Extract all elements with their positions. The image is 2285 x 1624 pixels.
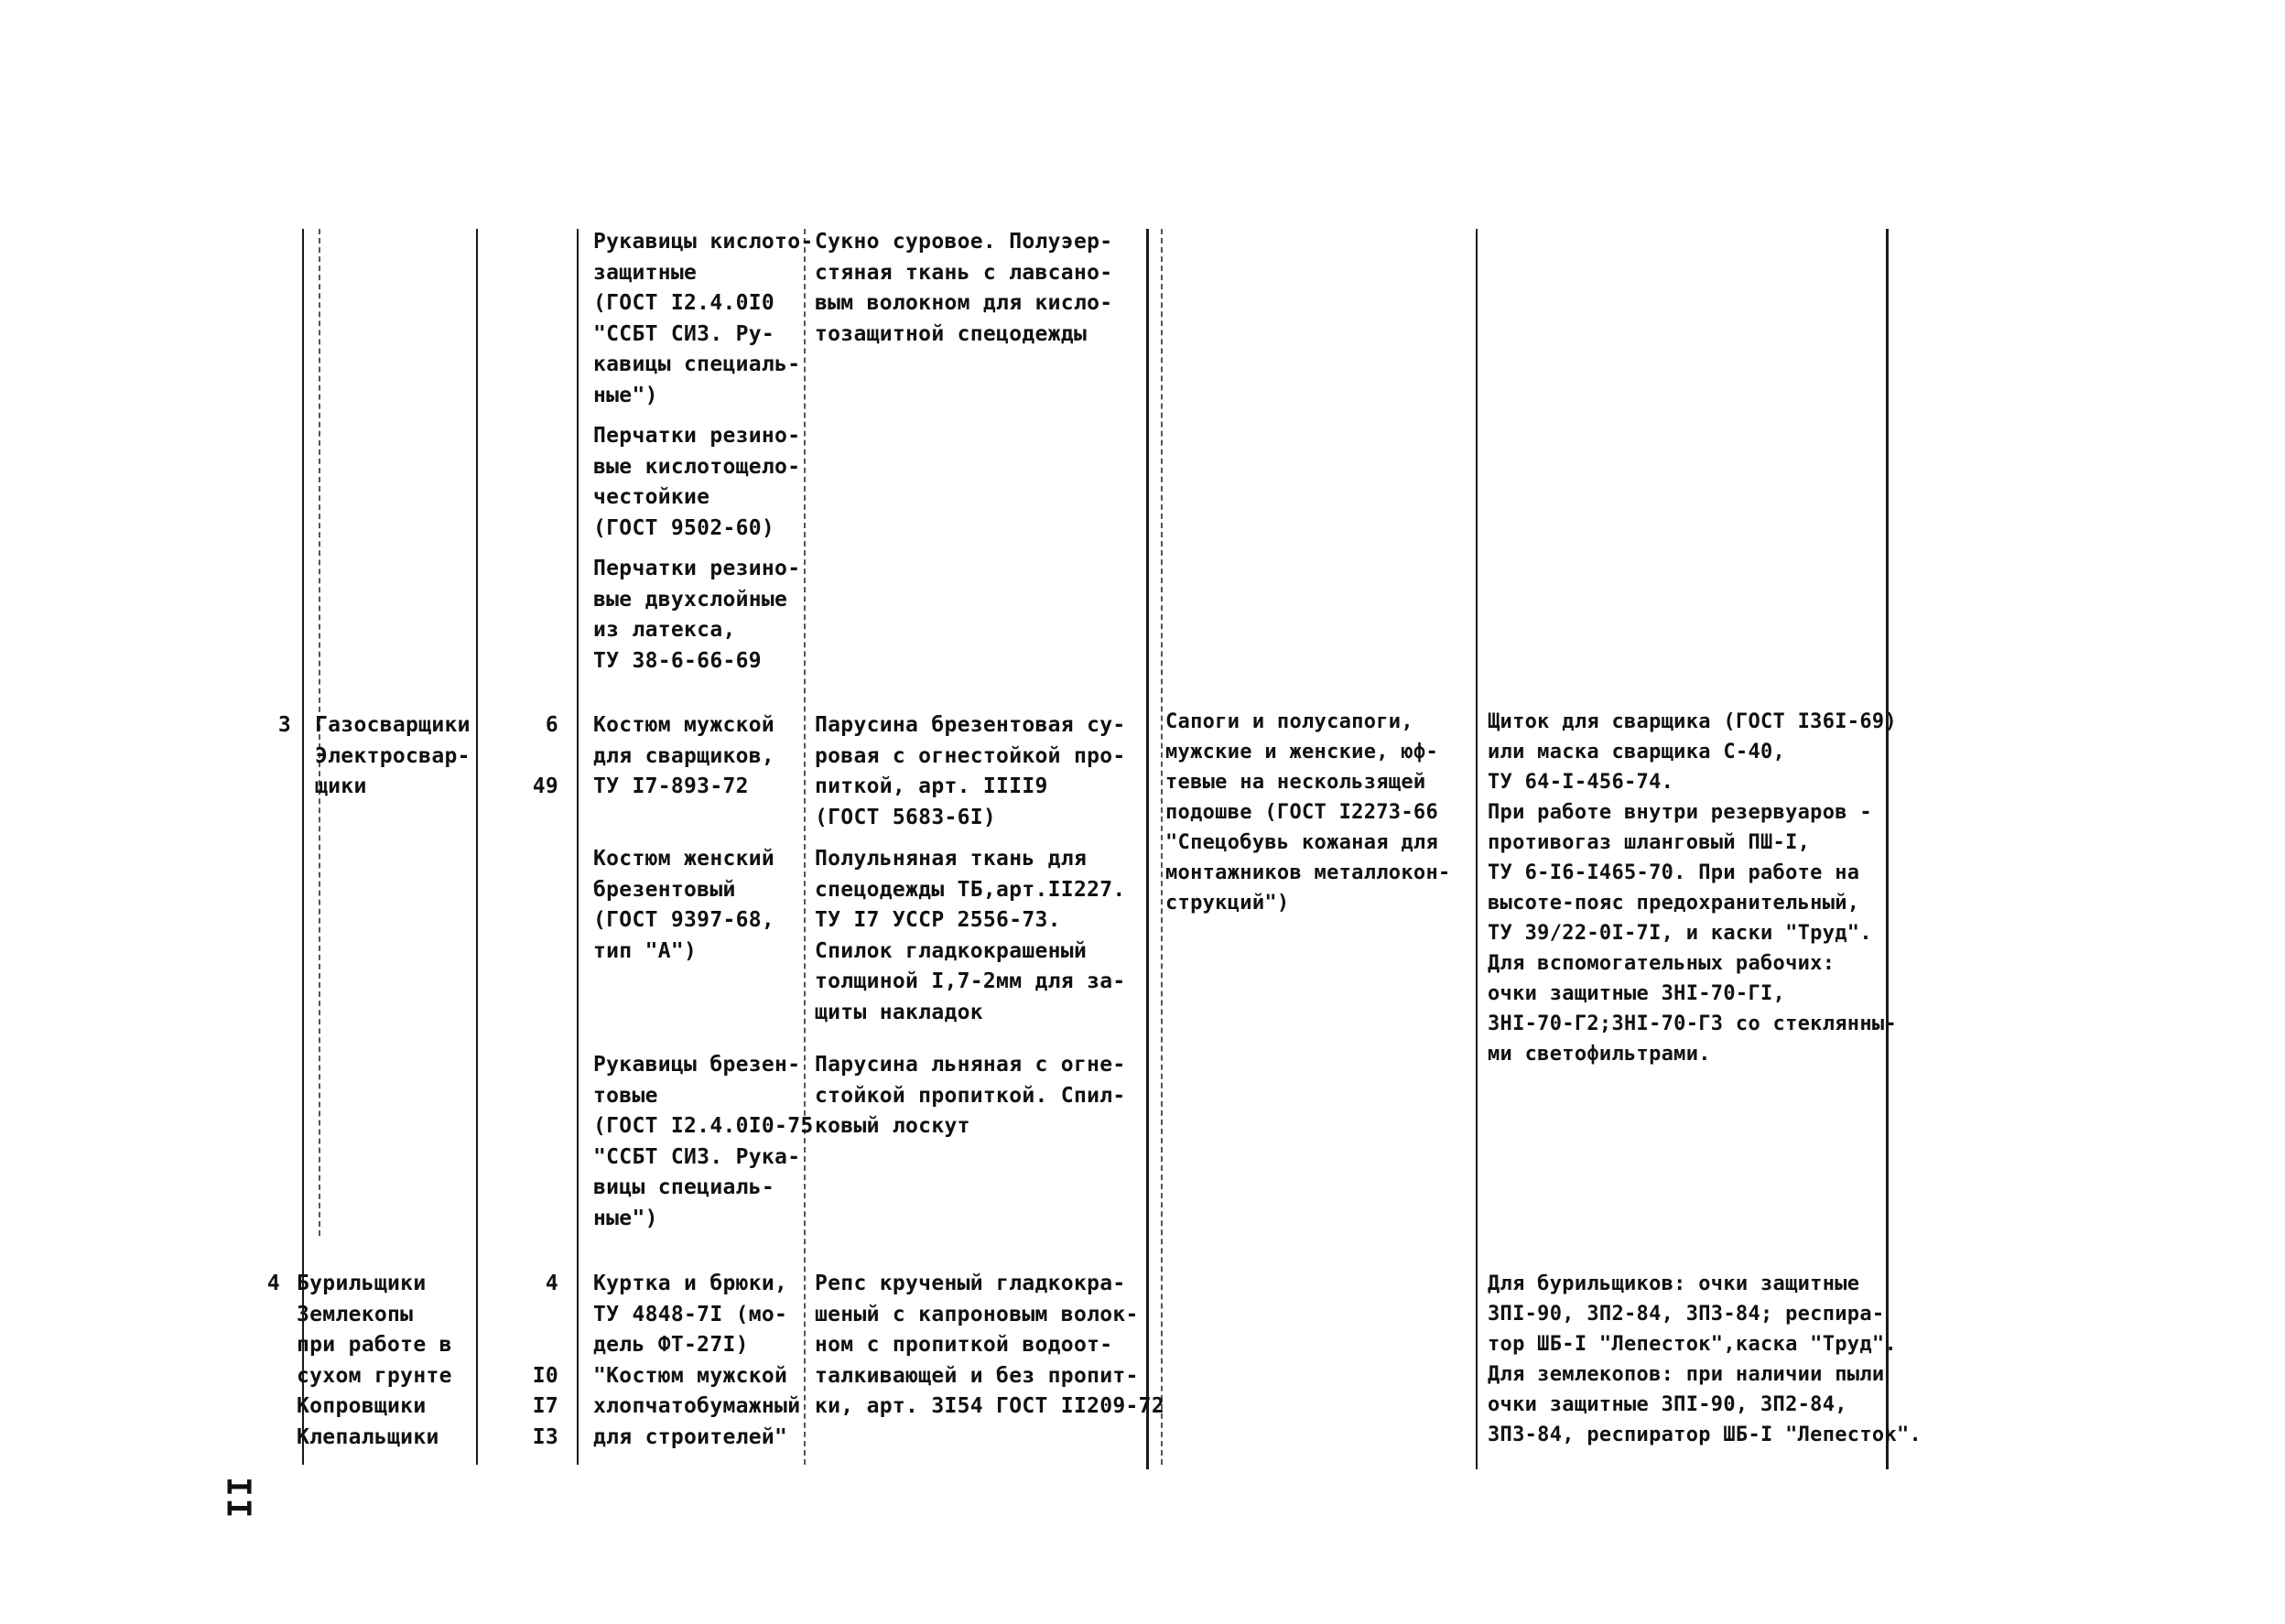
item-name: Костюм женский брезентовый (ГОСТ 9397-68, тип "А") [593,847,775,963]
item-material: Сукно суровое. Полуэер- стяная ткань с лавсано- вым волокном для кисло- тозащитной спецодежды [815,230,1113,346]
protective-equipment: Для бурильщиков: очки защитные ЗПI-90, ЗП2-84, ЗП3-84; респира- тор ШБ-I "Лепесток",каска "Труд". Для землекопов: при наличии пыли очки защитные ЗПI-90, ЗП2-84, ЗП3-84, респиратор ШБ-I "Лепесток". [1488,1272,1922,1446]
protective-equipment: Щиток для сварщика (ГОСТ I36I-69) или маска сварщика С-40, ТУ 64-I-456-74. При работе внутри резервуаров - противогаз шланговый ПШ-I, ТУ 6-I6-I465-70. При работе на высоте-пояс предохранительный, ТУ 39/22-0I-7I, и каски "Труд". Для вспомогательных рабочих: очки защитные ЗНI-70-ГI, ЗНI-70-Г2;ЗНI-70-Г3 со стеклянны- ми светофильтрами. [1488,710,1897,1066]
footwear: Сапоги и полусапоги, мужские и женские, юф- тевые на нескользящей подошве (ГОСТ I2273-66 "Спецобувь кожаная для монтажников металлокон- струкций") [1165,710,1451,915]
item-name: Рукавицы брезен- товые (ГОСТ I2.4.0I0-75 "ССБТ СИЗ. Рука- вицы специаль- ные") [593,1053,814,1230]
row-number: 3 [277,713,291,737]
item-material: Парусина льняная с огне- стойкой пропиткой. Спил- ковый лоскут [815,1053,1126,1138]
item-name: Куртка и брюки, ТУ 4848-7I (мо- дель ФТ-27I) "Костюм мужской хлопчатобумажный для строителей" [593,1272,801,1449]
column-rule-4 [804,229,806,1465]
column-rule-2 [476,229,478,1465]
column-rule-3 [577,229,579,1465]
row-number: 4 [266,1272,280,1295]
worker-count: 6 49 [532,713,558,798]
profession: Бурильщики Землекопы при работе в сухом грунте Копровщики Клепальщики [297,1272,452,1449]
page-number: II [219,1477,257,1521]
item-name: Костюм мужской для сварщиков, ТУ I7-893-72 [593,713,775,798]
item-name: Рукавицы кислото- защитные (ГОСТ I2.4.0I0 "ССБТ СИЗ. Ру- кавицы специаль- ные") [593,230,814,407]
item-material: Полульняная ткань для спецодежды ТБ,арт.II227. ТУ I7 УССР 2556-73. Спилок гладкокрашеный толщиной I,7-2мм для за- щиты накладок [815,847,1126,1024]
profession: Газосварщики Электросвар- щики [315,713,471,798]
worker-count: 4 I0 I7 I3 [532,1272,558,1449]
column-rule-6 [1476,229,1478,1469]
item-material: Парусина брезентовая су- ровая с огнестойкой про- питкой, арт. IIII9 (ГОСТ 5683-6I) [815,713,1126,829]
item-name: Перчатки резино- вые двухслойные из латекса, ТУ 38-6-66-69 [593,557,801,673]
item-material: Репс крученый гладкокра- шеный с капроновым волок- ном с пропиткой водоот- талкивающей и без пропит- ки, арт. 3I54 ГОСТ II209-72 [815,1272,1164,1418]
item-name: Перчатки резино- вые кислотощело- честойкие (ГОСТ 9502-60) [593,424,801,540]
